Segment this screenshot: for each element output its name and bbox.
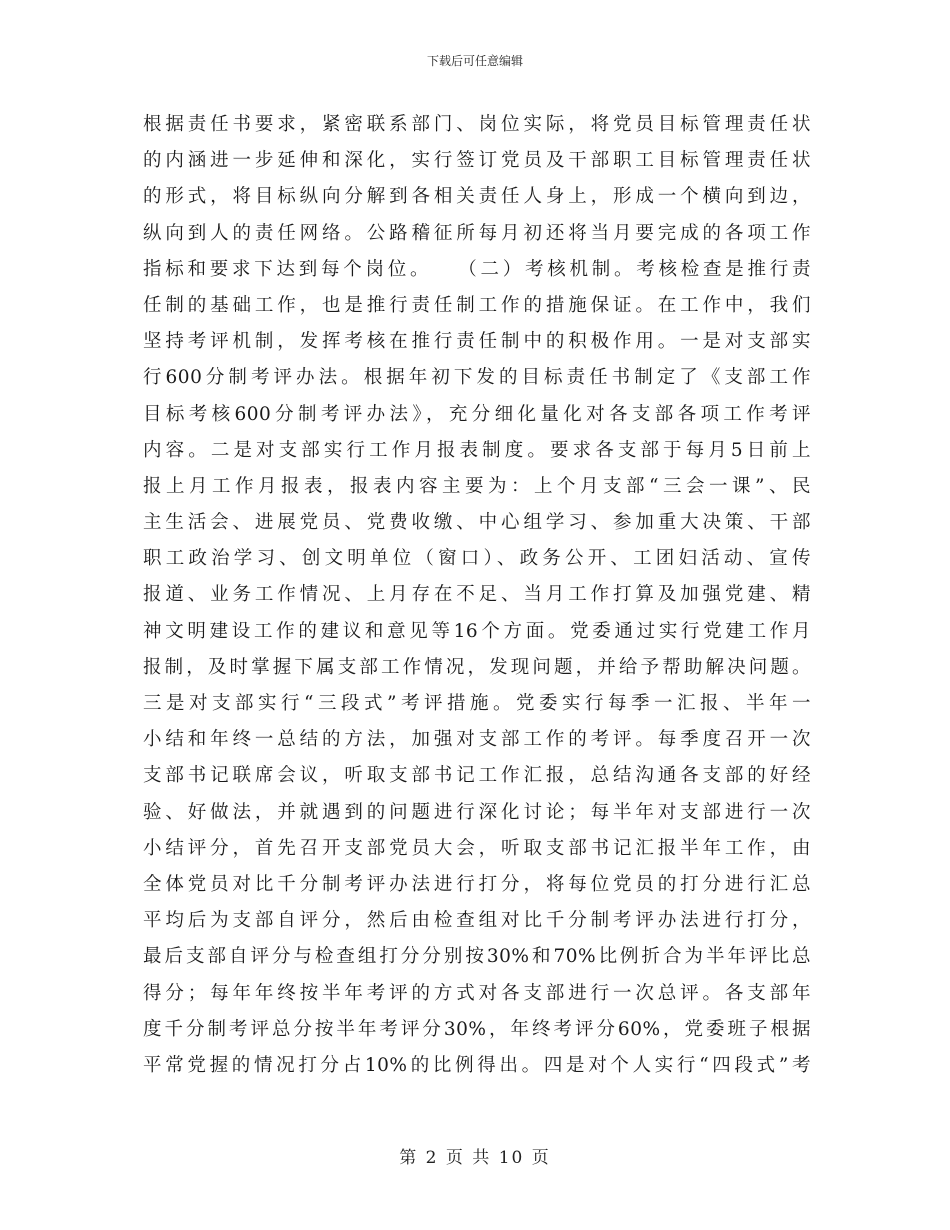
text-line: 目标考核600分制考评办法》，充分细化量化对各支部各项工作考评 (143, 403, 811, 425)
text-line: 的内涵进一步延伸和深化，实行签订党员及干部职工目标管理责任状 (143, 150, 811, 172)
text-line: 神文明建设工作的建议和意见等16个方面。党委通过实行党建工作月 (143, 620, 811, 642)
text-line: 任制的基础工作，也是推行责任制工作的措施保证。在工作中，我们 (143, 294, 811, 316)
text-line: 根据责任书要求，紧密联系部门、岗位实际，将党员目标管理责任状 (143, 114, 811, 135)
text-line: 行600分制考评办法。根据年初下发的目标责任书制定了《支部工作 (143, 367, 811, 389)
text-line: 纵向到人的责任网络。公路稽征所每月初还将当月要完成的各项工作 (143, 222, 811, 244)
text-line: 主生活会、进展党员、党费收缴、中心组学习、参加重大决策、干部 (143, 512, 811, 534)
text-line: 度千分制考评总分按半年考评分30%，年终考评分60%，党委班子根据 (143, 1018, 811, 1040)
text-line: 平常党握的情况打分占10%的比例得出。四是对个人实行“四段式”考 (143, 1054, 811, 1076)
text-line: 支部书记联席会议，听取支部书记工作汇报，总结沟通各支部的好经 (143, 765, 811, 787)
text-line: 职工政治学习、创文明单位（窗口）、政务公开、工团妇活动、宣传 (143, 548, 811, 570)
text-line: 得分；每年年终按半年考评的方式对各支部进行一次总评。各支部年 (143, 982, 811, 1004)
text-line: 内容。二是对支部实行工作月报表制度。要求各支部于每月5日前上 (143, 439, 811, 461)
body-text (143, 107, 811, 1084)
text-line: 验、好做法，并就遇到的问题进行深化讨论；每半年对支部进行一次 (143, 801, 811, 823)
text-line: 平均后为支部自评分，然后由检查组对比千分制考评办法进行打分， (143, 910, 811, 932)
text-line: 报道、业务工作情况、上月存在不足、当月工作打算及加强党建、精 (143, 584, 811, 606)
text-line: 小结评分，首先召开支部党员大会，听取支部书记汇报半年工作，由 (143, 837, 811, 859)
text-line: 报上月工作月报表，报表内容主要为：上个月支部“三会一课”、民 (143, 475, 811, 497)
text-line: 最后支部自评分与检查组打分分别按30%和70%比例折合为半年评比总 (143, 946, 811, 968)
text-line: 坚持考评机制，发挥考核在推行责任制中的积极作用。一是对支部实 (143, 331, 811, 353)
text-line: 报制，及时掌握下属支部工作情况，发现问题，并给予帮助解决问题。 (143, 656, 811, 678)
text-line: 三是对支部实行“三段式”考评措施。党委实行每季一汇报、半年一 (143, 693, 811, 714)
text-line: 指标和要求下达到每个岗位。 （二）考核机制。考核检查是推行责 (143, 258, 811, 280)
text-line: 小结和年终一总结的方法，加强对支部工作的考评。每季度召开一次 (143, 729, 811, 751)
text-line: 的形式，将目标纵向分解到各相关责任人身上，形成一个横向到边， (143, 186, 811, 208)
page-number-footer: 第 2 页 共 10 页 (399, 1148, 551, 1168)
page-header: 下载后可任意编辑 (426, 54, 523, 68)
text-line: 全体党员对比千分制考评办法进行打分，将每位党员的打分进行汇总 (143, 873, 811, 895)
